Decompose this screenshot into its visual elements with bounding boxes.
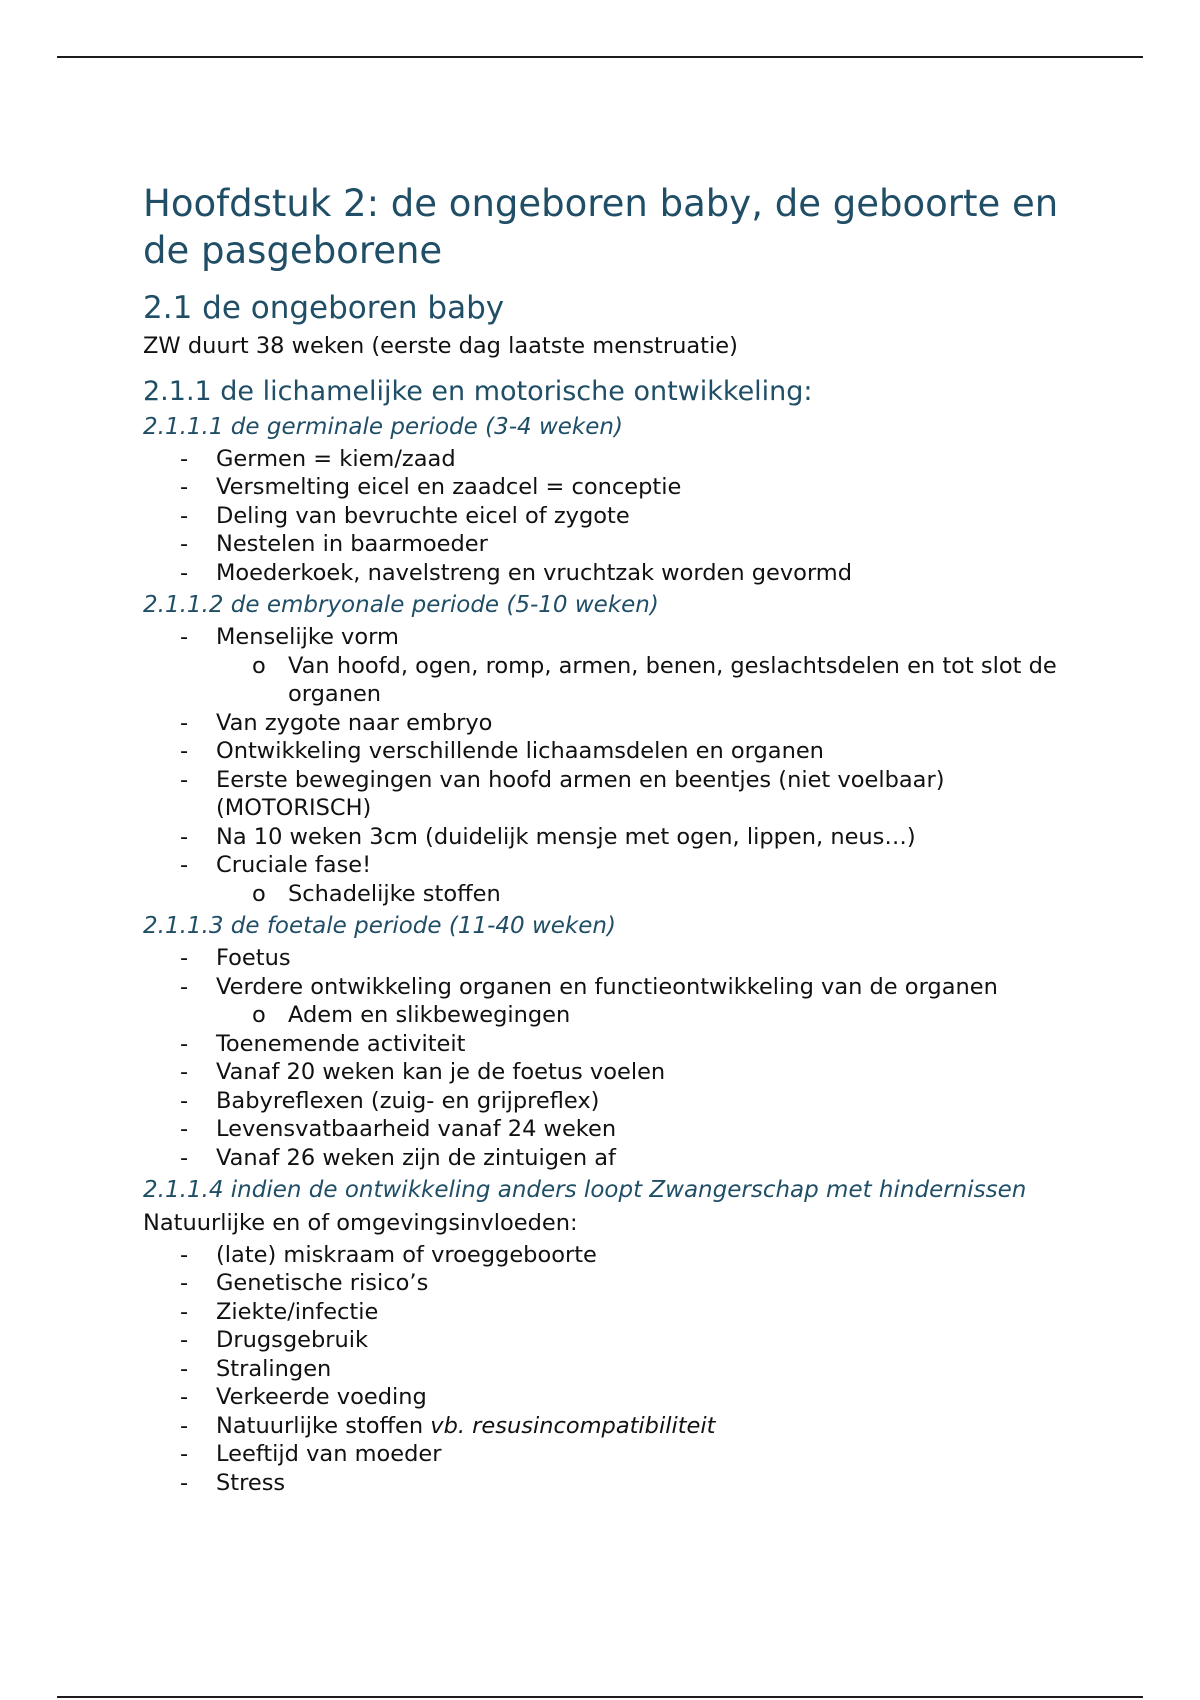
sub-list-item: o Schadelijke stoffen (143, 880, 1083, 909)
list-item: - Vanaf 26 weken zijn de zintuigen af (143, 1144, 1083, 1173)
list-item: - Deling van bevruchte eicel of zygote (143, 502, 1083, 531)
list-item: - Ontwikkeling verschillende lichaamsdelen en organen (143, 737, 1083, 766)
fetal-heading: 2.1.1.3 de foetale periode (11-40 weken) (143, 913, 616, 939)
header-rule (57, 56, 1143, 58)
list-item: - Toenemende activiteit (143, 1030, 1083, 1059)
list-item: - Foetus (143, 944, 1083, 973)
list-item: - Na 10 weken 3cm (duidelijk mensje met ogen, lippen, neus…) (143, 823, 1083, 852)
list-item: - Menselijke vorm (143, 623, 1083, 652)
embryonal-list (143, 623, 1083, 908)
deviation-intro: Natuurlijke en of omgevingsinvloeden: (143, 1210, 578, 1236)
embryonal-heading: 2.1.1.2 de embryonale periode (5-10 weken) (143, 592, 659, 618)
germinal-heading: 2.1.1.1 de germinale periode (3-4 weken) (143, 413, 623, 440)
footer-rule (57, 1696, 1143, 1698)
list-item: - Stralingen (143, 1355, 1083, 1384)
list-item: - Babyreflexen (zuig- en grijpreflex) (143, 1087, 1083, 1116)
list-item: - Drugsgebruik (143, 1326, 1083, 1355)
list-item: - Verkeerde voeding (143, 1383, 1083, 1412)
section-intro: ZW duurt 38 weken (eerste dag laatste menstruatie) (143, 333, 738, 359)
list-item: - Cruciale fase! (143, 851, 1083, 880)
list-item: - (late) miskraam of vroeggeboorte (143, 1241, 1083, 1270)
list-item-example: vb. resusincompatibiliteit (430, 1412, 716, 1439)
list-item: - Eerste bewegingen van hoofd armen en beentjes (niet voelbaar) (MOTORISCH) (143, 766, 1083, 823)
list-item: - Van zygote naar embryo (143, 709, 1083, 738)
list-item: - Versmelting eicel en zaadcel = conceptie (143, 473, 1083, 502)
section-heading-2-1: 2.1 de ongeboren baby (143, 290, 505, 326)
list-item: - Vanaf 20 weken kan je de foetus voelen (143, 1058, 1083, 1087)
list-item: - Leeftijd van moeder (143, 1440, 1083, 1469)
fetal-list (143, 944, 1083, 1172)
list-item: - Levensvatbaarheid vanaf 24 weken (143, 1115, 1083, 1144)
document-page (143, 180, 1083, 1497)
section-heading-2-1-1: 2.1.1 de lichamelijke en motorische ontwikkeling: (143, 375, 813, 407)
list-item: - Nestelen in baarmoeder (143, 530, 1083, 559)
list-item: - Genetische risico’s (143, 1269, 1083, 1298)
list-item (143, 1412, 1083, 1441)
sub-list-item: o Adem en slikbewegingen (143, 1001, 1083, 1030)
chapter-title: Hoofdstuk 2: de ongeboren baby, de geboorte en de pasgeborene (143, 182, 1059, 272)
list-item: - Germen = kiem/zaad (143, 445, 1083, 474)
list-item-text: Natuurlijke stoffen (216, 1412, 431, 1439)
deviation-list (143, 1241, 1083, 1498)
list-item: - Ziekte/infectie (143, 1298, 1083, 1327)
deviation-heading: 2.1.1.4 indien de ontwikkeling anders loopt Zwangerschap met hindernissen (143, 1177, 1027, 1203)
list-item: - Verdere ontwikkeling organen en functieontwikkeling van de organen (143, 973, 1083, 1002)
germinal-list (143, 445, 1083, 588)
list-item: - Stress (143, 1469, 1083, 1498)
list-item: - Moederkoek, navelstreng en vruchtzak worden gevormd (143, 559, 1083, 588)
sub-list-item: o Van hoofd, ogen, romp, armen, benen, geslachtsdelen en tot slot de organen (143, 652, 1083, 709)
